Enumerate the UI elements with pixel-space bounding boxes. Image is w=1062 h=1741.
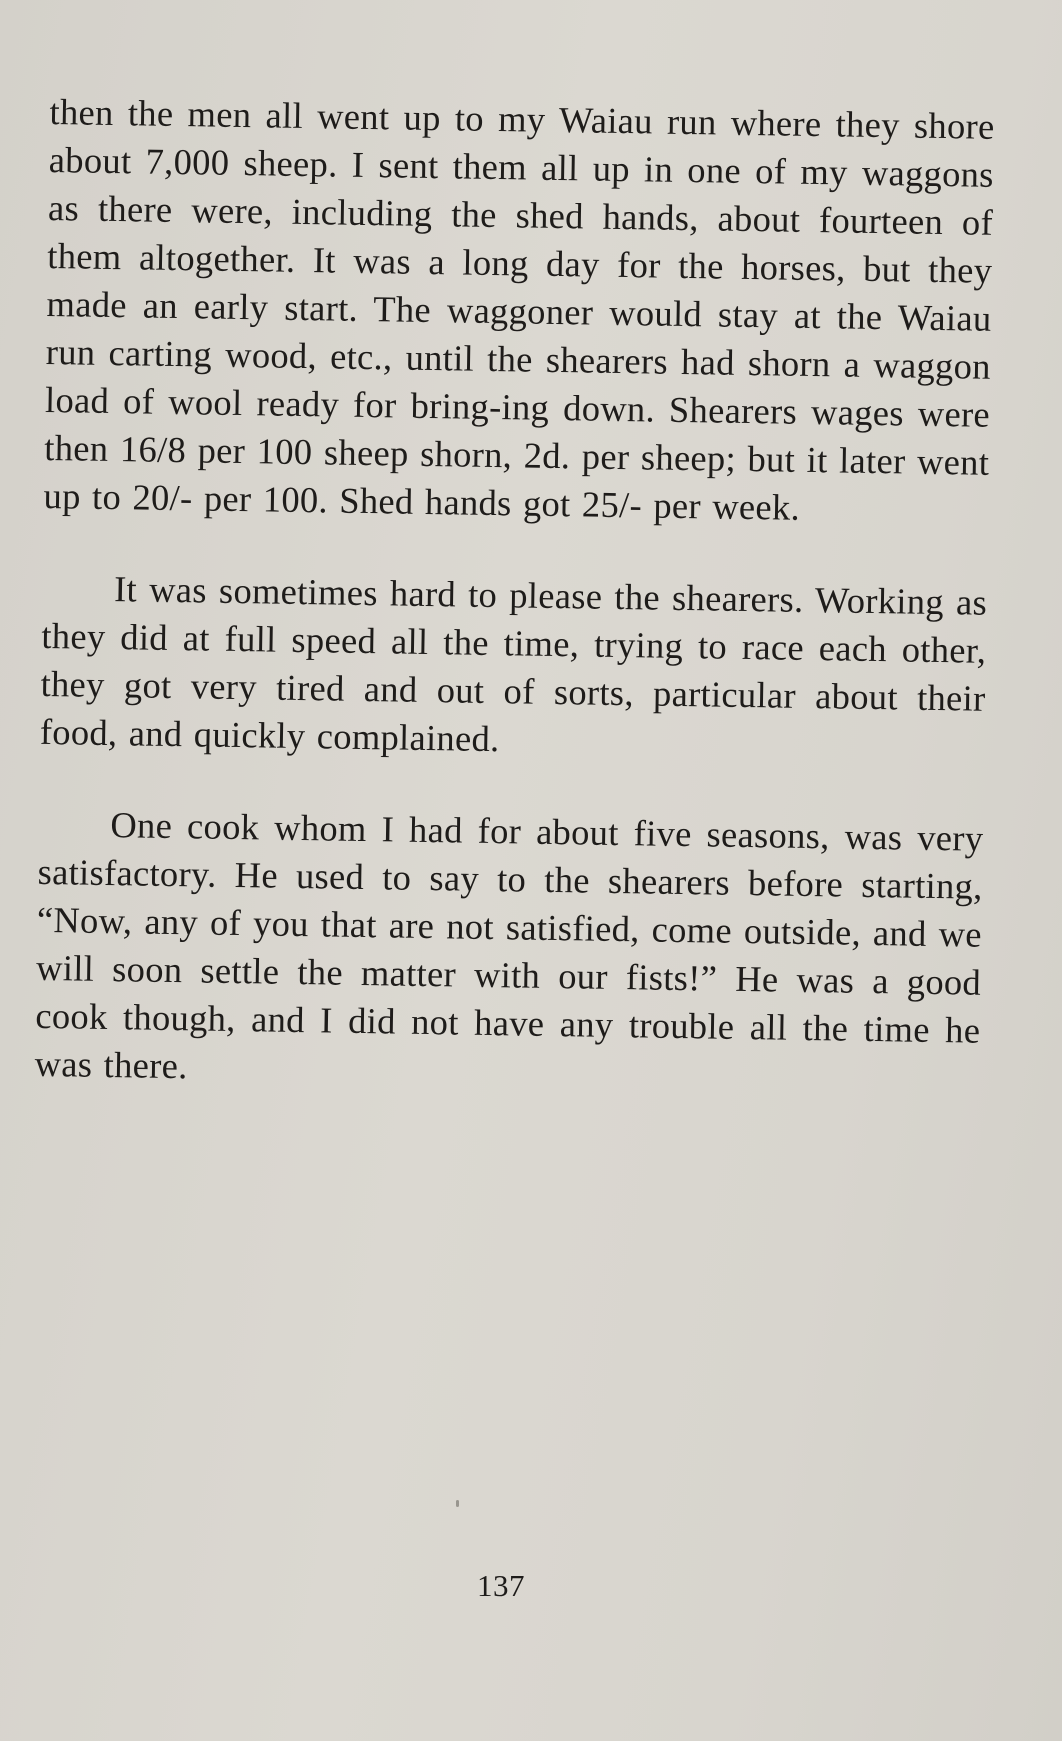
paragraph-1: then the men all went up to my Waiau run where they shore about 7,000 sheep. I sent them all up in one of my waggons as there were, including the shed hands, about fourteen of them altogether. It was a long day for the horses, but they made an early start. The waggoner would stay at the Waiau run carting wood, etc., until the shearers had shorn a waggon load of wool ready for bring-ing down. Shearers wages were then 16/8 per 100 sheep shorn, 2d. per sheep; but it later went up to 20/- per 100. Shed hands got 25/- per week. xyxy=(43,90,995,528)
paragraph-2: It was sometimes hard to please the shearers. Working as they did at full speed all the time, trying to race each other, they got very tired and out of sorts, particular about their food, and quickly complained. xyxy=(39,568,988,760)
paper-speck xyxy=(456,1500,459,1507)
page-number: 137 xyxy=(477,1568,525,1603)
paragraph-3: One cook whom I had for about five seasons, was very satisfactory. He used to say to the shearers before starting, “Now, any of you that are not satisfied, come outside, and we will soon settle the matter with our fists!” He was a good cook though, and I did not have any trouble all the time he was there. xyxy=(34,804,984,1087)
body-text xyxy=(34,88,995,1103)
